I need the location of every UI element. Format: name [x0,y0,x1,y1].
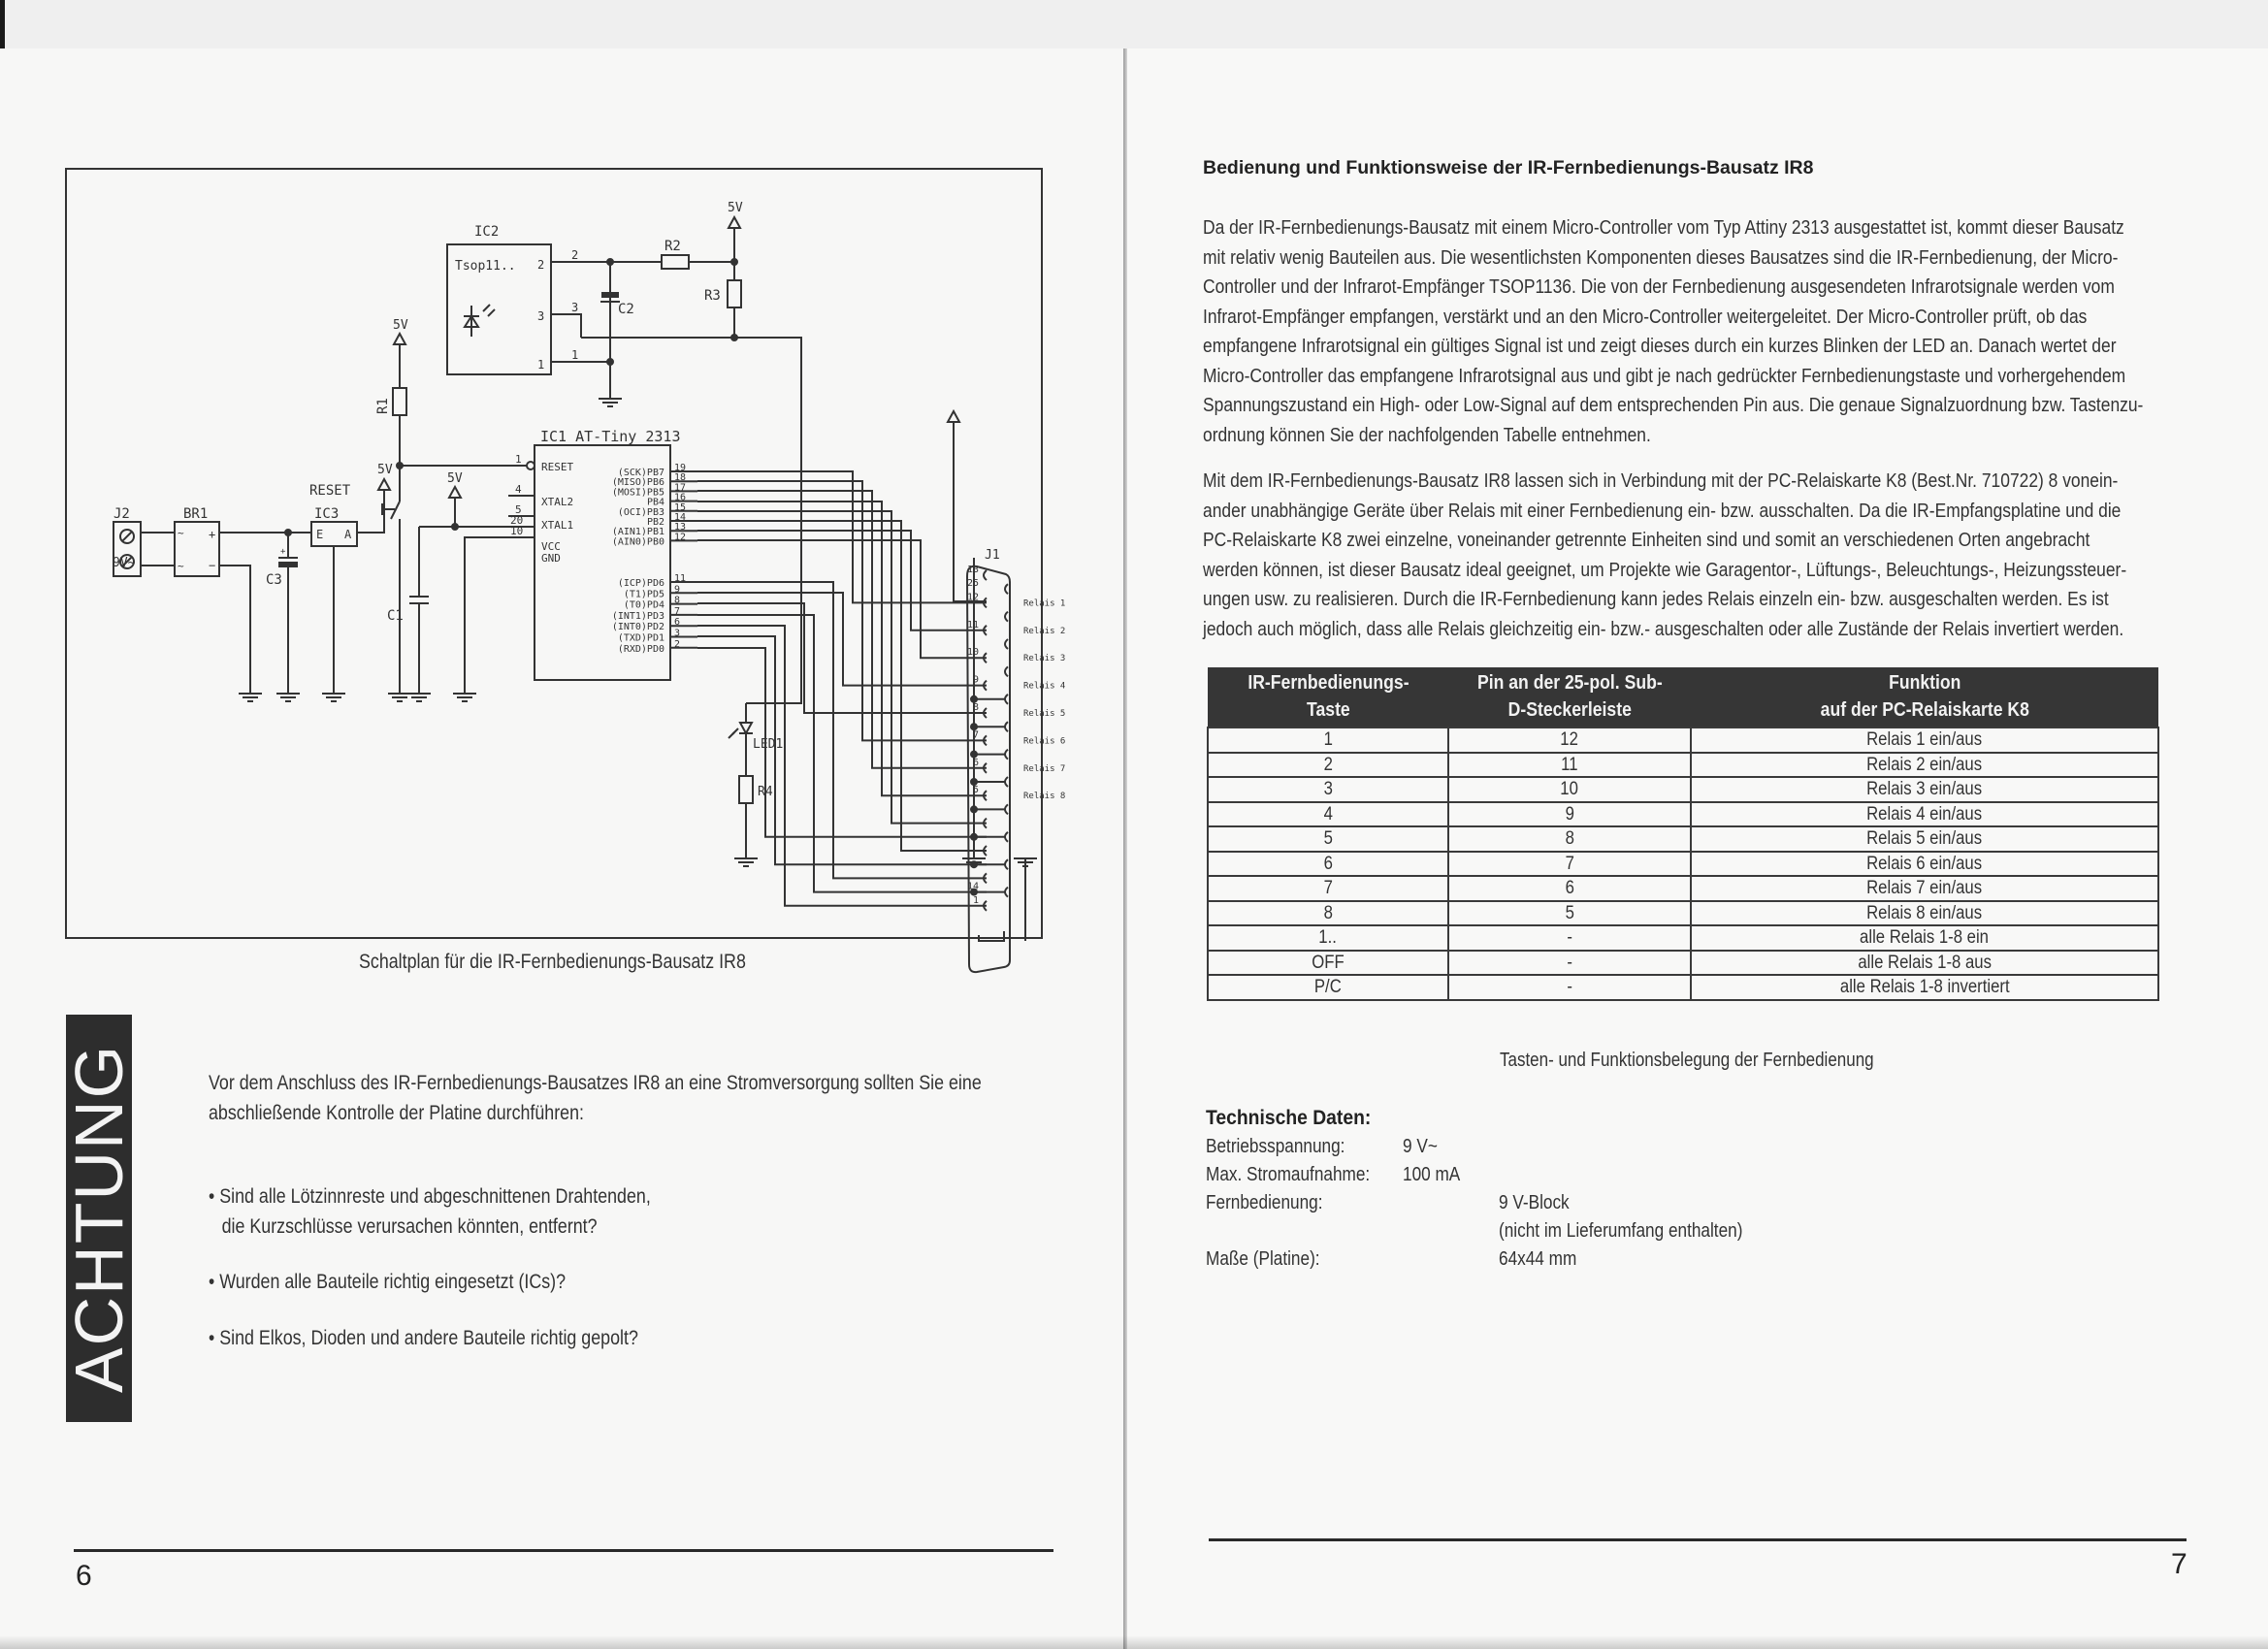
text-line: • Sind Elkos, Dioden und andere Bauteile richtig gepolt? [209,1327,638,1349]
table-row [1208,802,2158,827]
table-cell [1691,925,2158,951]
text-line: PC-Relaiskarte K8 zwei einzelne, voneinander getrennte Einheiten sind und somit an verschiedenen Orten angebracht [1203,529,2090,551]
reset-label: RESET [309,483,351,499]
cell-text: Relais 8 ein/aus [1866,902,1983,923]
table-cell [1691,777,2158,802]
photodiode-icon [464,305,495,337]
ground-icon [734,858,758,866]
vcc-arrow-icon [948,411,959,422]
cell-text: Relais 5 ein/aus [1866,828,1983,850]
vcc-arrow-icon [378,479,390,490]
table-row [1208,925,2158,951]
table-cell [1691,753,2158,778]
pin-number: 17 [674,482,687,494]
pin-number: 8 [674,595,681,606]
table-row [1208,753,2158,778]
table-cell [1448,876,1691,901]
connector-pin-number: 25 [966,578,979,590]
r1-resistor [393,388,406,415]
table-cell [1691,975,2158,1000]
tech-value-note: (nicht im Lieferumfang enthalten) [1499,1220,1743,1242]
text-line: ander unabhängige Geräte über Relais mit einer Fernbedienung ein- bzw. ausschalten. Da die IR-Empfangsplatine und die [1203,499,2122,522]
pin-label: E [316,528,324,541]
table-cell [1208,728,1448,753]
bus-wire [697,593,987,686]
cell-text: 11 [1561,754,1578,775]
cell-text: 4 [1323,803,1333,824]
contact-icon [1005,804,1008,814]
contact-icon [1005,722,1008,731]
pin-name: (INT0)PD2 [611,622,664,633]
junction-dot [607,359,613,365]
tech-label: Fernbedienung: [1206,1192,1323,1213]
table-cell [1448,975,1691,1000]
tech-data-title: Technische Daten: [1206,1107,1372,1129]
achtung-bullet-2 [209,1267,566,1297]
column-header-taste [1208,667,1448,728]
pin-number: 7 [674,605,681,617]
r4-label: R4 [758,785,773,799]
pin-name: PB4 [646,497,664,508]
wire [219,566,250,694]
cell-text: 6 [1565,878,1574,899]
connector-pin-number: 13 [966,565,979,575]
table-cell [1208,975,1448,1000]
ground-icon [453,694,476,701]
c2-plate [602,293,618,297]
pin-number: 5 [515,503,522,516]
pin-label: + [280,547,286,557]
contact-icon [1005,612,1008,622]
pin-name: (T0)PD4 [623,599,664,611]
key-function-table [1207,667,2159,1001]
r3-resistor [728,280,741,307]
pin-name: (SCK)PB7 [617,468,664,478]
pin-number: 1 [515,453,522,466]
table-row [1208,901,2158,926]
section-heading: Bedienung und Funktionsweise der IR-Fernbedienungs-Bausatz IR8 [1203,157,1814,178]
ic2-part-label: Tsop11.. [455,259,516,274]
contact-icon [1005,666,1008,676]
table-cell [1691,951,2158,976]
cell-text: 3 [1323,779,1333,800]
cell-text: Relais 7 ein/aus [1866,878,1983,899]
cell-text: 8 [1565,828,1574,850]
cell-text: alle Relais 1-8 aus [1858,952,1992,973]
table-cell [1691,826,2158,852]
table-cell [1691,802,2158,827]
text-line: werden können, ist dieser Bausatz ideal geeignet, um Projekte wie Garagentor-, Lüftungs-, Beleuchtungs-, Heizungssteuer- [1203,558,2127,581]
cell-text: - [1567,952,1572,973]
pin-number: 12 [674,532,687,543]
pin-name: GND [541,552,561,565]
text-line: Da der IR-Fernbedienungs-Bausatz mit einem Micro-Controller vom Typ Attiny 2313 ausgestattet ist, kommt dieser Bausatz [1203,216,2124,239]
tech-value: 9 V-Block [1499,1192,1570,1213]
schematic-diagram [65,168,1066,939]
pin-number: 11 [674,573,687,584]
vcc-label: 5V [393,318,408,333]
pin-number: 16 [674,492,687,503]
header-line: Funktion [1888,672,1961,694]
vcc-arrow-icon [394,334,405,344]
text-line: • Wurden alle Bauteile richtig eingesetzt (ICs)? [209,1271,567,1293]
ic3-label: IC3 [314,506,340,522]
cell-text: Relais 1 ein/aus [1866,729,1983,751]
r3-label: R3 [704,288,721,304]
table-cell [1448,826,1691,852]
table-cell [1208,951,1448,976]
paragraph-1 [1203,213,2176,450]
pin-number: 6 [674,617,681,629]
table-cell [1448,925,1691,951]
table-cell [1208,826,1448,852]
achtung-bullet-1 [209,1181,651,1242]
connector-pin-number: 8 [972,702,979,713]
text-line: mit relativ wenig Bauteilen aus. Die wesentlichsten Komponenten dieses Bausatzes sind die IR-Fernbedienung, der Micro- [1203,245,2119,269]
ground-icon [322,694,345,701]
header-line: auf der PC-Relaiskarte K8 [1820,699,2029,721]
text-line: abschließende Kontrolle der Platine durchführen: [209,1102,585,1124]
wire-label: 2 [571,248,579,262]
achtung-label: ACHTUNG [61,1043,137,1394]
cell-text: Relais 4 ein/aus [1866,803,1983,824]
br1-label: BR1 [183,506,209,522]
tech-label: Betriebsspannung: [1206,1136,1345,1157]
cell-text: alle Relais 1-8 invertiert [1839,977,2010,998]
table-cell [1691,901,2158,926]
book-fold [1123,48,1127,1649]
contact-icon [1005,888,1008,897]
relais-label: Relais 1 [1023,598,1066,609]
vcc-label: 5V [728,201,743,215]
relais-label: Relais 6 [1023,736,1066,747]
pin-name: (RXD)PD0 [617,643,664,655]
cell-text: Relais 2 ein/aus [1866,754,1983,775]
vcc-label: 5V [377,463,393,477]
c3-label: C3 [266,572,282,588]
pin-name: PB2 [646,517,664,528]
paragraph-2 [1203,467,2176,644]
relais-label: Relais 5 [1023,709,1066,719]
vcc-arrow-icon [729,217,740,228]
c3-plate [279,563,297,566]
table-cell [1208,802,1448,827]
text-line: • Sind alle Lötzinnreste und abgeschnittenen Drahtenden, [209,1185,651,1208]
pin-number: 3 [674,628,681,639]
table-cell [1208,753,1448,778]
pin-name: (TXD)PD1 [617,632,664,644]
table-cell [1448,901,1691,926]
cell-text: 1 [1323,729,1333,751]
header-line: IR-Fernbedienungs- [1247,672,1409,694]
connector-pin-number: 9 [972,674,979,686]
text-line: Spannungszustand ein High- oder Low-Signal auf dem entsprechenden Pin aus. Die genaue Signalzuordnung bzw. Tastenzu- [1203,394,2144,416]
wire-label: 3 [571,301,579,314]
vcc-arrow-icon [449,487,461,498]
r1-label: R1 [375,398,391,414]
pin-name: XTAL2 [541,496,574,508]
pin-number: 15 [674,501,687,513]
ground-icon [407,694,431,701]
led-emission-icon [732,728,738,734]
pin-number: 19 [674,463,687,473]
ic2-pin-3: 3 [537,309,545,323]
cell-text: 2 [1323,754,1333,775]
table-cell [1208,876,1448,901]
pin-name: (OCI)PB3 [617,506,664,518]
connector-pin-number: 14 [966,881,979,892]
ic2-pin3-wire [551,314,581,338]
column-header-funktion [1691,667,2158,728]
relais-label: Relais 8 [1023,792,1066,802]
table-row [1208,876,2158,901]
connector-pin-number: 7 [972,729,979,741]
tech-value: 100 mA [1403,1164,1461,1185]
contact-icon [1005,777,1008,787]
contact-icon [1005,859,1008,869]
j2-label: J2 [113,506,130,522]
pin-name: VCC [541,540,561,553]
table-row [1208,826,2158,852]
achtung-bullet-3 [209,1323,638,1353]
c1-label: C1 [387,608,404,624]
relais-label: Relais 2 [1023,626,1066,636]
wire [357,490,384,533]
table-body [1208,728,2158,1000]
table-header-row [1208,667,2158,728]
table-cell [1448,728,1691,753]
cell-text: 6 [1323,853,1333,874]
cell-text: - [1567,977,1572,998]
cell-text: 5 [1323,828,1333,850]
table-row [1208,728,2158,753]
pin-name: RESET [541,461,574,473]
table-cell [1691,852,2158,877]
cell-text: 7 [1323,878,1333,899]
input-voltage-label: 9V~ [113,556,136,570]
c2-label: C2 [618,302,634,317]
pin-name: (INT1)PD3 [611,610,664,622]
page-number-right: 7 [2171,1548,2187,1580]
table-cell [1691,728,2158,753]
connector-pin-number: 5 [972,785,979,796]
vcc-label: 5V [447,471,463,486]
tech-label: Max. Stromaufnahme: [1206,1164,1371,1185]
ic1-right-pins [612,463,697,655]
pin-name: (AIN1)PB1 [611,527,664,538]
contact-icon [1005,584,1008,594]
scan-edge-mark [0,0,5,50]
table-caption: Tasten- und Funktionsbelegung der Fernbedienung [1500,1050,1874,1071]
pin-label: ~ [178,560,184,572]
cell-text: 9 [1565,803,1574,824]
pin-label: + [209,528,216,541]
r2-label: R2 [664,239,681,254]
ic1-label: IC1 AT-Tiny 2313 [540,428,681,445]
table-cell [1448,777,1691,802]
relais-label: Relais 4 [1023,681,1066,692]
cell-text: 8 [1323,902,1333,923]
header-line: D-Steckerleiste [1507,699,1632,721]
pin-label: ~ [178,527,184,539]
connector-pin-number: 6 [972,757,979,768]
cell-text: 5 [1565,902,1574,923]
pin-number: 14 [674,512,687,523]
table-cell [1208,852,1448,877]
pin-name: (AIN0)PB0 [611,536,664,548]
contact-icon [984,570,987,580]
led-icon [740,723,752,733]
tech-value: 64x44 mm [1499,1248,1577,1270]
contact-icon [1005,695,1008,704]
pin-number: 10 [510,525,524,537]
pin-number: 9 [674,584,681,596]
relais-label: Relais 7 [1023,763,1066,774]
header-line: Taste [1306,699,1350,721]
table-cell [1448,951,1691,976]
cell-text: Relais 3 ein/aus [1866,779,1983,800]
table-cell [1208,901,1448,926]
contact-icon [1005,832,1008,842]
cell-text: Relais 6 ein/aus [1866,853,1983,874]
table-row [1208,951,2158,976]
text-line: Infrarot-Empfänger empfangen, verstärkt und an den Micro-Controller weitergeleitet. Der Micro-Controller prüft, ob das [1203,305,2088,328]
ic2-pin-1: 1 [537,358,545,372]
pin-name: (MISO)PB6 [611,477,664,489]
led1-label: LED1 [753,737,784,752]
connector-pin-number: 10 [966,647,979,659]
text-line: Controller und der Infrarot-Empfänger TSOP1136. Die von der Fernbedienung ausgesendeten Infrarotsignale werden vom [1203,275,2115,298]
cell-text: 7 [1565,853,1574,874]
wire-label: 1 [571,348,579,362]
contact-icon [1005,750,1008,760]
footer-rule-left [74,1549,1053,1552]
table-row [1208,975,2158,1000]
ground-icon [599,399,622,406]
scan-shadow [0,1635,2268,1649]
pin-number: 18 [674,472,687,484]
pin-name: (ICP)PD6 [617,578,664,589]
gnd-wire [465,537,527,694]
header-line: Pin an der 25-pol. Sub- [1476,672,1663,694]
table-row [1208,777,2158,802]
text-line: empfangene Infrarotsignal ein gültiges Signal ist und zeigt dieses durch ein kurzes Blinken der LED an. Danach wertet der [1203,335,2117,357]
column-header-pin [1448,667,1691,728]
table-cell [1208,777,1448,802]
schematic-caption: Schaltplan für die IR-Fernbedienungs-Bausatz IR8 [359,951,746,973]
cell-text: alle Relais 1-8 ein [1860,927,1990,949]
ic2-pin-2: 2 [537,258,545,272]
cell-text: - [1567,927,1572,949]
table-cell [1448,753,1691,778]
cell-text: 1.. [1318,927,1338,949]
table-row [1208,852,2158,877]
tech-value: 9 V~ [1403,1136,1438,1157]
text-line: die Kurzschlüsse verursachen könnten, entfernt? [221,1215,598,1238]
r2-resistor [662,255,689,269]
pin-number: 13 [674,522,687,534]
connector-pin-number: 11 [966,619,979,630]
contact-icon [1005,639,1008,649]
pin-number: 4 [515,483,522,496]
footer-rule-right [1209,1538,2187,1541]
ic2-label: IC2 [474,224,500,240]
cell-text: OFF [1312,952,1345,973]
ground-icon [388,694,411,701]
pin-name: (MOSI)PB5 [611,487,664,499]
table-cell [1448,852,1691,877]
pin-number: 2 [674,638,681,650]
connector-pin-number: 1 [972,894,979,906]
connector-pin-number: 12 [966,592,979,603]
text-line: Micro-Controller das empfangene Infrarotsignal aus und gibt je nach gedrückter Fernbedienungstaste und vorhergehendem [1203,364,2126,387]
pin-label: − [209,559,216,572]
table-cell [1691,876,2158,901]
text-line: Vor dem Anschluss des IR-Fernbedienungs-Bausatzes IR8 an eine Stromversorgung sollten Sie eine [209,1072,982,1094]
achtung-intro [209,1068,982,1128]
pin-name: XTAL1 [541,519,574,532]
ground-icon [239,694,262,701]
bus-wires [697,471,1006,906]
table-cell [1208,925,1448,951]
cell-text: 12 [1560,729,1579,751]
table-cell [1448,802,1691,827]
cell-text: P/C [1314,977,1342,998]
text-line: jedoch auch möglich, dass alle Relais gleichzeitig ein- bzw.- ausgeschalten oder alle Zustände der Relais invertiert werden. [1203,617,2124,640]
relais-label: Relais 3 [1023,654,1066,664]
ground-icon [276,694,300,701]
pin-label: A [344,528,352,541]
text-line: ungen usw. zu realisieren. Durch die IR-Fernbedienung kann jedes Relais einzeln ein- bzw. ausgeschalten werden. Es ist [1203,588,2109,610]
pin-number: 20 [510,514,524,527]
j1-label: J1 [985,548,1000,563]
r4-resistor [739,776,753,803]
text-line: ordnung können Sie der nachfolgenden Tabelle entnehmen. [1203,423,1651,446]
text-line: Mit dem IR-Fernbedienungs-Bausatz IR8 lassen sich in Verbindung mit der PC-Relaiskarte K8 (Best.Nr. 710722) 8 vonein- [1203,469,2119,492]
cell-text: 10 [1560,779,1579,800]
tech-label: Maße (Platine): [1206,1248,1320,1270]
junction-dot [731,335,737,340]
reset-inversion-bubble [527,462,535,469]
pin-name: (T1)PD5 [623,589,664,600]
ic1-left-pins [508,453,573,565]
page-number-left: 6 [76,1560,92,1592]
